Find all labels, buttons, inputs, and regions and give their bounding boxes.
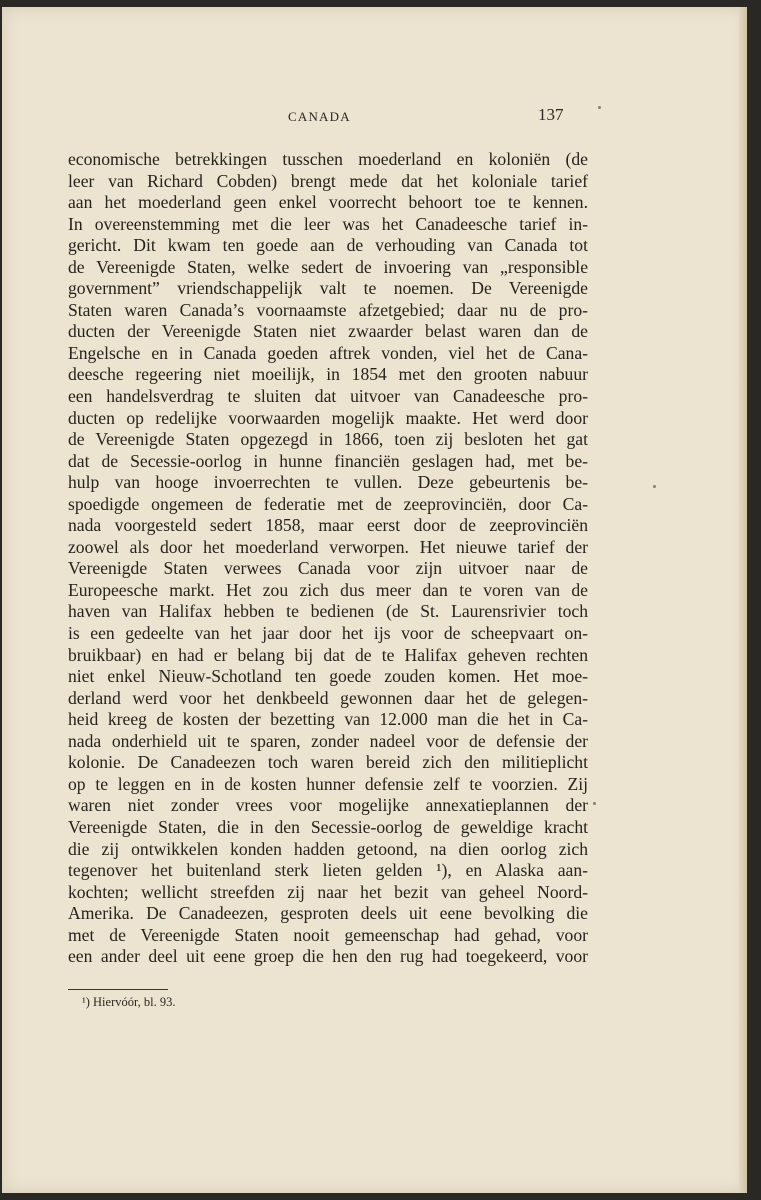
text-line: Europeesche markt. Het zou zich dus meer dan te voren van de [68, 579, 588, 600]
text-line: ducten der Vereenigde Staten niet zwaarder belast waren dan de [68, 321, 588, 342]
page-number: 137 [538, 105, 564, 124]
text-line: economische betrekkingen tusschen moederland en koloniën (de [68, 149, 588, 169]
text-line: hulp van hooge invoerrechten te vullen. Deze gebeurtenis be- [68, 472, 588, 493]
running-title: CANADA [288, 109, 351, 124]
text-line: aan het moederland geen enkel voorrecht behoort toe te kennen. [68, 192, 588, 213]
footnote-rule [68, 989, 168, 990]
text-line: Amerika. De Canadeezen, gesproten deels uit eene bevolking die [68, 903, 588, 924]
paper-speck [653, 485, 656, 488]
text-line: heid kreeg de kosten der bezetting van 12.000 man die het in Ca- [68, 709, 588, 730]
text-line: gericht. Dit kwam ten goede aan de verhouding van Canada tot [68, 235, 588, 256]
text-line: met de Vereenigde Staten nooit gemeenschap had gehad, voor [68, 924, 588, 945]
text-line: de Vereenigde Staten, welke sedert de invoering van „responsible [68, 256, 588, 277]
text-line: niet enkel Nieuw-Schotland ten goede zouden komen. Het moe- [68, 666, 588, 687]
text-line: is een gedeelte van het jaar door het ijs voor de scheepvaart on- [68, 623, 588, 644]
text-line: nada voorgesteld sedert 1858, maar eerst door de zeeprovinciën [68, 515, 588, 536]
text-line: een handelsverdrag te sluiten dat uitvoer van Canadeesche pro- [68, 386, 588, 407]
text-line: bruikbaar) en had er belang bij dat de te Halifax geheven rechten [68, 644, 588, 665]
text-line: deesche regeering niet moeilijk, in 1854 met den grooten nabuur [68, 364, 588, 385]
text-line: dat de Secessie-oorlog in hunne financiën geslagen had, met be- [68, 450, 588, 471]
book-page [2, 7, 747, 1193]
text-line: waren niet zonder vrees voor mogelijke annexatieplannen der [68, 795, 588, 816]
text-line: nada onderhield uit te sparen, zonder nadeel voor de defensie der [68, 730, 588, 751]
text-line: ducten op redelijke voorwaarden mogelijk maakte. Het werd door [68, 407, 588, 428]
text-line: kochten; wellicht streefden zij naar het bezit van geheel Noord- [68, 881, 588, 902]
text-line: tegenover het buitenland sterk lieten gelden ¹), en Alaska aan- [68, 860, 588, 881]
text-line: kolonie. De Canadeezen toch waren bereid zich den militieplicht [68, 752, 588, 773]
text-line: zoowel als door het moederland verworpen. Het nieuwe tarief der [68, 536, 588, 557]
text-line: Engelsche en in Canada goeden aftrek vonden, viel het de Cana- [68, 342, 588, 363]
text-line: leer van Richard Cobden) brengt mede dat het koloniale tarief [68, 170, 588, 191]
text-line: de Vereenigde Staten opgezegd in 1866, toen zij besloten het gat [68, 429, 588, 450]
paper-speck [593, 802, 596, 805]
footnote: ¹) Hiervóór, bl. 93. [82, 995, 176, 1009]
running-header [2, 105, 747, 129]
page-edge [739, 7, 747, 1193]
text-line: Vereenigde Staten verwees Canada voor zijn uitvoer naar de [68, 558, 588, 579]
text-line: op te leggen en in de kosten hunner defensie zelf te voorzien. Zij [68, 773, 588, 794]
text-line: een ander deel uit eene groep die hen den rug had toegekeerd, voor [68, 946, 588, 967]
text-line: government” vriendschappelijk valt te noemen. De Vereenigde [68, 278, 588, 299]
text-line: In overeenstemming met die leer was het Canadeesche tarief in- [68, 213, 588, 234]
text-line: Staten waren Canada’s voornaamste afzetgebied; daar nu de pro- [68, 299, 588, 320]
paper-speck [598, 106, 601, 109]
body-text [68, 149, 588, 968]
text-line: derland werd voor het denkbeeld gewonnen daar het de gelegen- [68, 687, 588, 708]
text-line: spoedigde ongemeen de federatie met de zeeprovinciën, door Ca- [68, 493, 588, 514]
text-line: Vereenigde Staten, die in den Secessie-oorlog de geweldige kracht [68, 816, 588, 837]
text-line: die zij ontwikkelen konden hadden getoond, na dien oorlog zich [68, 838, 588, 859]
text-line: haven van Halifax hebben te bedienen (de St. Laurensrivier toch [68, 601, 588, 622]
